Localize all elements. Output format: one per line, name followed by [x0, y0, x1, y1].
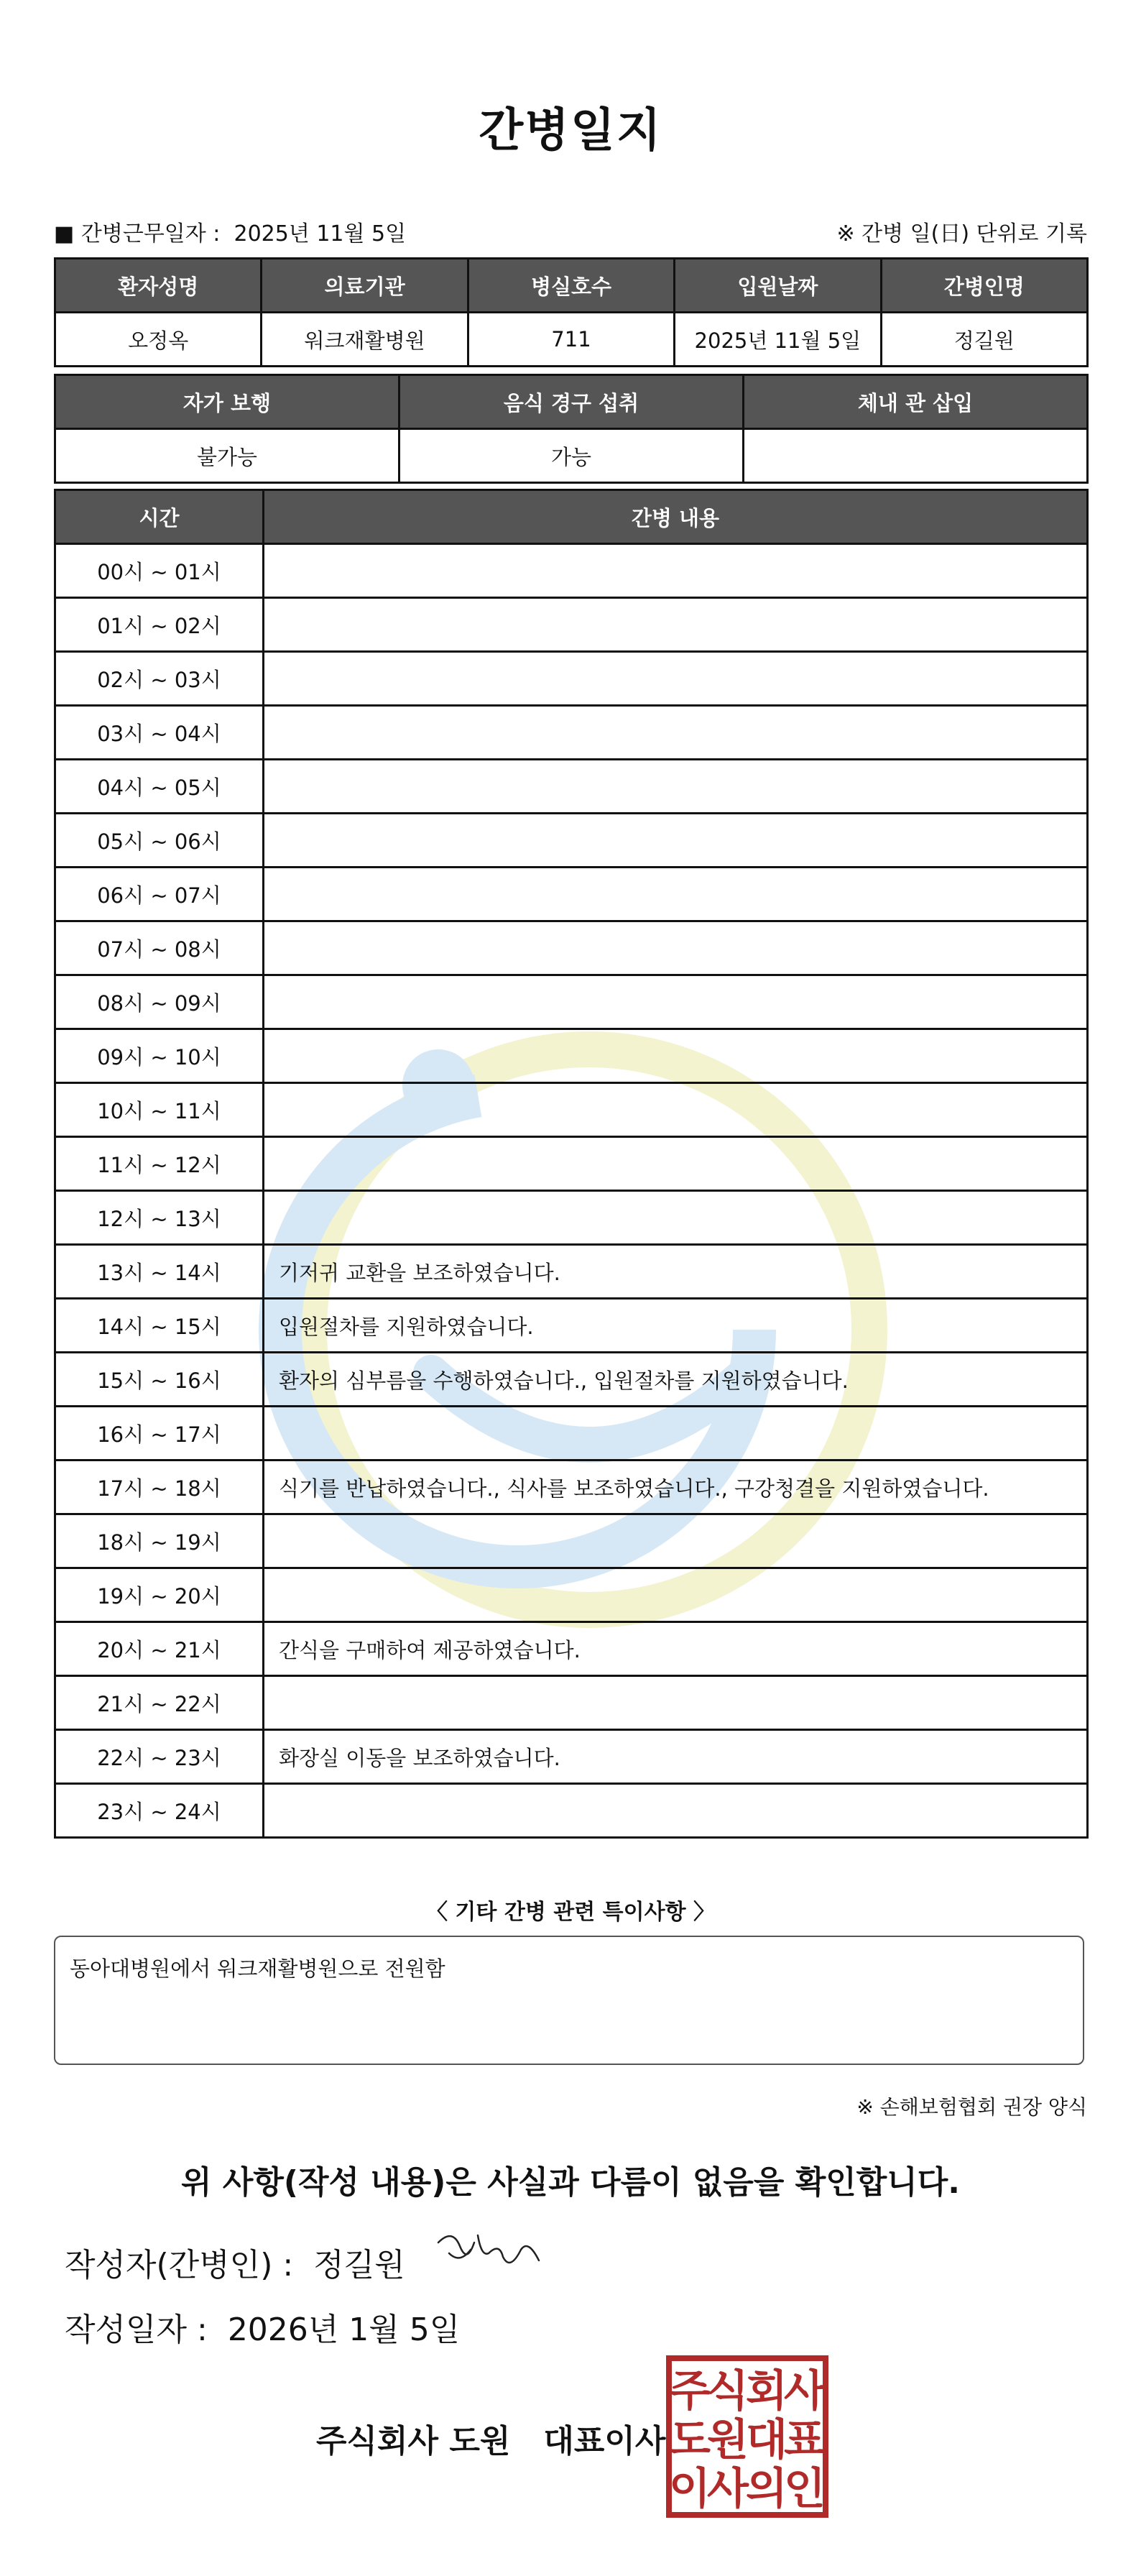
- table-row: [55, 868, 1088, 921]
- content-cell: 환자의 심부름을 수행하였습니다., 입원절차를 지원하였습니다.: [264, 1353, 1088, 1407]
- time-cell: 08시 ~ 09시: [55, 975, 264, 1029]
- table-row: [55, 1029, 1088, 1083]
- seal-glyph: 원: [707, 2415, 749, 2465]
- header-room: 병실호수: [468, 259, 674, 313]
- table-row: [55, 1514, 1088, 1568]
- table-row: [55, 1191, 1088, 1245]
- time-cell: 03시 ~ 04시: [55, 706, 264, 760]
- time-cell: 22시 ~ 23시: [55, 1730, 264, 1784]
- writer-label: 작성자(간병인) :: [65, 2247, 294, 2283]
- table-row: [55, 1083, 1088, 1137]
- work-date-value: 2025년 11월 5일: [234, 221, 407, 247]
- admission-date: 2025년 11월 5일: [675, 313, 881, 367]
- company-seal: [665, 2354, 830, 2519]
- write-date-label: 작성일자 :: [65, 2312, 208, 2348]
- time-cell: 23시 ~ 24시: [55, 1784, 264, 1838]
- header-oral-intake: 음식 경구 섭취: [399, 375, 744, 429]
- company-line: [316, 2415, 665, 2461]
- table-row: [55, 1353, 1088, 1407]
- time-cell: 15시 ~ 16시: [55, 1353, 264, 1407]
- patient-name: 오정옥: [55, 313, 262, 367]
- time-cell: 21시 ~ 22시: [55, 1676, 264, 1730]
- content-cell: [264, 760, 1088, 814]
- header-patient-name: 환자성명: [55, 259, 262, 313]
- content-cell: [264, 544, 1088, 598]
- write-date-line: [65, 2304, 460, 2350]
- writer-name: 정길원: [313, 2247, 405, 2283]
- work-date-label: ■ 간병근무일자 :: [54, 221, 221, 247]
- table-row: [55, 706, 1088, 760]
- content-cell: 기저귀 교환을 보조하였습니다.: [264, 1245, 1088, 1299]
- company-name: 주식회사 도원: [316, 2423, 511, 2460]
- ceo-title: 대표이사: [543, 2423, 666, 2460]
- table-row: [55, 1568, 1088, 1622]
- time-cell: 02시 ~ 03시: [55, 652, 264, 706]
- time-cell: 17시 ~ 18시: [55, 1460, 264, 1514]
- time-cell: 19시 ~ 20시: [55, 1568, 264, 1622]
- table-row: [55, 814, 1088, 868]
- seal-glyph: 식: [707, 2366, 749, 2416]
- time-cell: 10시 ~ 11시: [55, 1083, 264, 1137]
- table-row: [55, 1622, 1088, 1676]
- seal-glyph: 사: [784, 2366, 826, 2416]
- content-cell: [264, 921, 1088, 975]
- write-date-value: 2026년 1월 5일: [227, 2312, 461, 2348]
- table-row: [55, 1245, 1088, 1299]
- table-row: [55, 1299, 1088, 1353]
- header-caregiver: 간병인명: [881, 259, 1087, 313]
- seal-glyph: 도: [669, 2415, 711, 2465]
- content-cell: [264, 1083, 1088, 1137]
- page-title: 간병일지: [479, 104, 662, 157]
- content-cell: [264, 706, 1088, 760]
- header-hospital: 의료기관: [262, 259, 468, 313]
- time-cell: 06시 ~ 07시: [55, 868, 264, 921]
- table-row: [55, 975, 1088, 1029]
- table-row: [55, 1784, 1088, 1838]
- seal-glyph: 이: [669, 2464, 711, 2514]
- status-table: [54, 374, 1089, 484]
- time-cell: 00시 ~ 01시: [55, 544, 264, 598]
- unit-note: ※ 간병 일(日) 단위로 기록: [836, 221, 1087, 247]
- room: 711: [468, 313, 674, 367]
- seal-glyph: 사: [707, 2464, 749, 2514]
- form-source-note: ※ 손해보험협회 권장 양식: [856, 2095, 1087, 2119]
- table-row: [55, 1460, 1088, 1514]
- table-row: [55, 921, 1088, 975]
- seal-glyph: 표: [784, 2415, 826, 2465]
- table-row: [55, 1676, 1088, 1730]
- time-cell: 11시 ~ 12시: [55, 1137, 264, 1191]
- hospital: 워크재활병원: [262, 313, 468, 367]
- work-date: [54, 216, 406, 247]
- content-cell: [264, 1029, 1088, 1083]
- table-row: [55, 1730, 1088, 1784]
- care-log-table: [54, 489, 1089, 1839]
- content-cell: [264, 1137, 1088, 1191]
- time-cell: 14시 ~ 15시: [55, 1299, 264, 1353]
- content-cell: 식기를 반납하였습니다., 식사를 보조하였습니다., 구강청결을 지원하였습니다.: [264, 1460, 1088, 1514]
- handwritten-signature: [431, 2221, 546, 2286]
- content-cell: [264, 1407, 1088, 1460]
- content-cell: [264, 1191, 1088, 1245]
- header-time: 시간: [55, 490, 264, 544]
- seal-glyph: 의: [746, 2464, 787, 2514]
- content-cell: [264, 975, 1088, 1029]
- content-cell: [264, 1514, 1088, 1568]
- patient-info-table: [54, 257, 1089, 367]
- content-cell: [264, 868, 1088, 921]
- content-cell: [264, 598, 1088, 652]
- header-admission-date: 입원날짜: [675, 259, 881, 313]
- time-cell: 05시 ~ 06시: [55, 814, 264, 868]
- content-cell: [264, 1784, 1088, 1838]
- table-row: [55, 598, 1088, 652]
- special-notes-title: 〈 기타 간병 관련 특이사항 〉: [425, 1900, 716, 1925]
- content-cell: [264, 814, 1088, 868]
- confirmation-statement: 위 사항(작성 내용)은 사실과 다름이 없음을 확인합니다.: [181, 2164, 960, 2201]
- writer-line: [65, 2239, 405, 2285]
- seal-glyph: 회: [746, 2366, 787, 2416]
- content-cell: [264, 1568, 1088, 1622]
- table-row: [55, 760, 1088, 814]
- table-row: [55, 652, 1088, 706]
- tube-status: [744, 429, 1088, 483]
- seal-glyph: 대: [746, 2415, 787, 2465]
- content-cell: [264, 1676, 1088, 1730]
- time-cell: 07시 ~ 08시: [55, 921, 264, 975]
- time-cell: 20시 ~ 21시: [55, 1622, 264, 1676]
- table-row: [55, 544, 1088, 598]
- time-cell: 01시 ~ 02시: [55, 598, 264, 652]
- caregiver-name: 정길원: [881, 313, 1087, 367]
- table-row: [55, 1137, 1088, 1191]
- header-content: 간병 내용: [264, 490, 1088, 544]
- time-cell: 13시 ~ 14시: [55, 1245, 264, 1299]
- content-cell: [264, 652, 1088, 706]
- table-row: [55, 1407, 1088, 1460]
- time-cell: 12시 ~ 13시: [55, 1191, 264, 1245]
- oral-intake-status: 가능: [399, 429, 744, 483]
- special-notes-box: 동아대병원에서 워크재활병원으로 전원함: [54, 1936, 1084, 2065]
- time-cell: 16시 ~ 17시: [55, 1407, 264, 1460]
- seal-glyph: 인: [784, 2464, 826, 2514]
- time-cell: 04시 ~ 05시: [55, 760, 264, 814]
- seal-glyph: 주: [669, 2366, 711, 2416]
- content-cell: 입원절차를 지원하였습니다.: [264, 1299, 1088, 1353]
- content-cell: 화장실 이동을 보조하였습니다.: [264, 1730, 1088, 1784]
- header-tube: 체내 관 삽입: [744, 375, 1088, 429]
- walking-status: 불가능: [55, 429, 399, 483]
- content-cell: 간식을 구매하여 제공하였습니다.: [264, 1622, 1088, 1676]
- header-walking: 자가 보행: [55, 375, 399, 429]
- time-cell: 18시 ~ 19시: [55, 1514, 264, 1568]
- time-cell: 09시 ~ 10시: [55, 1029, 264, 1083]
